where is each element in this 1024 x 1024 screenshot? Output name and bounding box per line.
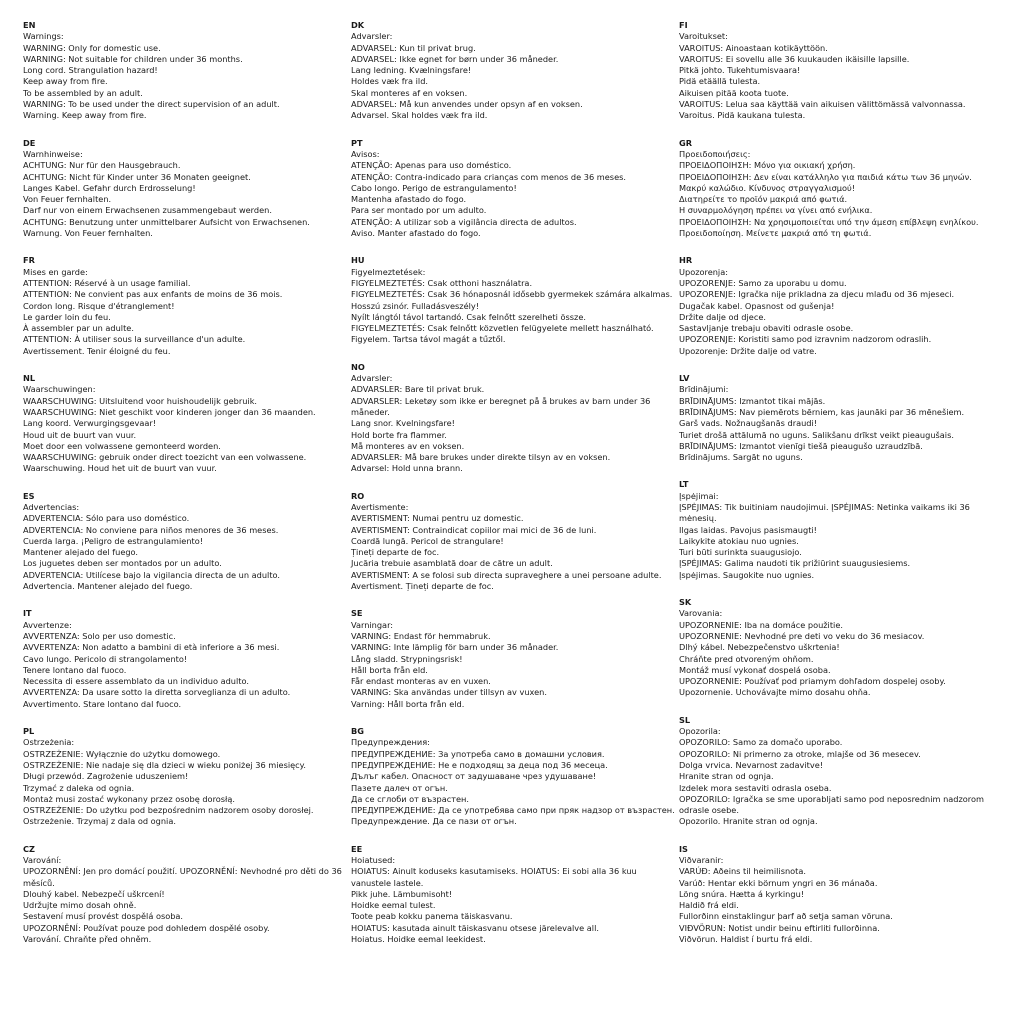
- warning-line: UPOZORENJE: Samo za uporabu u domu.: [679, 277, 847, 288]
- warning-line: OSTRZEŻENIE: Wyłącznie do użytku domowego.: [23, 748, 221, 759]
- warning-line: Avertisment. Țineți departe de foc.: [351, 581, 494, 592]
- warning-line: Pikk juhe. Lämbumisoht!: [351, 888, 453, 899]
- section-heading: Brīdinājumi:: [679, 384, 729, 395]
- warning-line: AVVERTENZA: Solo per uso domestic.: [23, 630, 176, 641]
- language-section: [351, 362, 679, 475]
- warning-line: Avertissement. Tenir éloigné du feu.: [23, 345, 171, 356]
- column-2: [351, 20, 679, 1024]
- warning-line: ADVARSEL: Kun til privat brug.: [351, 42, 476, 53]
- section-heading: Varningar:: [351, 619, 394, 630]
- section-heading: Warnhinweise:: [23, 148, 83, 159]
- warning-line: Cuerda larga. ¡Peligro de estrangulamiento!: [23, 535, 204, 546]
- warning-line: VAROITUS: Ei sovellu alle 36 kuukauden ikäisille lapsille.: [679, 53, 910, 64]
- warning-line: ATTENTION: Ne convient pas aux enfants de moins de 36 mois.: [23, 289, 283, 300]
- warning-line: Le garder loin du feu.: [23, 311, 111, 322]
- warning-line: UPOZORNĚNÍ: Používat pouze pod dohledem dospělé osoby.: [23, 922, 270, 933]
- warning-line: Para ser montado por um adulto.: [351, 205, 487, 216]
- warning-line: Lang snor. Kvelningsfare!: [351, 418, 455, 429]
- warning-line: Necessita di essere assemblato da un individuo adulto.: [23, 676, 249, 687]
- warning-line: Lang ledning. Kvælningsfare!: [351, 65, 472, 76]
- warning-line: Προειδοποίηση. Μείνετε μακριά από τη φωτιά.: [679, 228, 872, 239]
- warning-line: UPOZORNENIE: Používať pod priamym dohľadom dospelej osoby.: [679, 676, 946, 687]
- language-section: [23, 491, 351, 593]
- language-code: SE: [351, 608, 363, 619]
- language-code: IT: [23, 608, 32, 619]
- warning-line: Turi būti surinkta suaugusiojo.: [679, 547, 802, 558]
- warning-line: OSTRZEŻENIE: Do użytku pod bezpośrednim nadzorem osoby dorosłej.: [23, 805, 314, 816]
- warning-line: WARNING: Not suitable for children under 36 months.: [23, 53, 243, 64]
- warning-line: WAARSCHUWING: gebruik onder direct toezicht van een volwassene.: [23, 452, 307, 463]
- warning-line: ПРЕДУПРЕЖДЕНИЕ: Не е подходящ за деца под 36 месеца.: [351, 759, 608, 770]
- warning-line: Hoiatus. Hoidke eemal leekidest.: [351, 934, 486, 945]
- warning-line: VARÚÐ: Aðeins til heimilisnota.: [679, 866, 807, 877]
- warning-line: ΠΡΟΕΙΔΟΠΟΙΗΣΗ: Να χρησιμοποιείται υπό την άμεση επίβλεψη ενηλίκου.: [679, 216, 979, 227]
- section-heading: Avertismente:: [351, 501, 409, 512]
- warning-line: ПРЕДУПРЕЖДЕНИЕ: Да се употребява само при пряк надзор от възрастен.: [351, 805, 675, 816]
- warning-line: Hold borte fra flammer.: [351, 429, 447, 440]
- section-heading: Avisos:: [351, 148, 380, 159]
- warning-line: Får endast monteras av en vuxen.: [351, 676, 491, 687]
- warning-line: Izdelek mora sestaviti odrasla oseba.: [679, 782, 832, 793]
- warning-line: OPOZORILO: Ni primerno za otroke, mlajše od 36 mesecev.: [679, 748, 921, 759]
- warning-line: Hoidke eemal tulest.: [351, 900, 436, 911]
- language-section: [23, 20, 351, 122]
- warning-line: HOIATUS: kasutada ainult täiskasvanu otsese järelevalve all.: [351, 922, 599, 933]
- warning-line: Cabo longo. Perigo de estrangulamento!: [351, 182, 517, 193]
- language-code: CZ: [23, 843, 35, 854]
- language-code: SK: [679, 597, 692, 608]
- section-heading: Opozorila:: [679, 726, 721, 737]
- warning-line: AVERTISMENT: Numai pentru uz domestic.: [351, 513, 524, 524]
- warning-line: Keep away from fire.: [23, 76, 108, 87]
- warning-line: ΠΡΟΕΙΔΟΠΟΙΗΣΗ: Δεν είναι κατάλληλο για παιδιά κάτω των 36 μηνών.: [679, 171, 972, 182]
- warning-line: ADVARSLER: Leketøy som ikke er beregnet på å brukes av barn under 36 måneder.: [351, 395, 651, 417]
- warning-line: UPOZORENJE: Koristiti samo pod izravnim nadzorom odraslih.: [679, 334, 932, 345]
- warning-line: Holdes væk fra ild.: [351, 76, 428, 87]
- warning-line: FIGYELMEZTETÉS: Csak otthoni használatra.: [351, 277, 533, 288]
- warning-line: Los juguetes deben ser montados por un adulto.: [23, 558, 222, 569]
- column-3: [679, 20, 1007, 1024]
- warning-line: Dolga vrvica. Nevarnost zadavitve!: [679, 759, 824, 770]
- warning-line: Darf nur von einem Erwachsenen zusammengebaut werden.: [23, 205, 272, 216]
- section-heading: Advertencias:: [23, 501, 80, 512]
- warning-line: FIGYELMEZTETÉS: Csak felnőtt közvetlen felügyelete mellett használható.: [351, 323, 654, 334]
- section-heading: Advarsler:: [351, 31, 393, 42]
- warning-line: Dlouhý kabel. Nebezpečí uškrcení!: [23, 888, 165, 899]
- warning-line: Varoitus. Pidä kaukana tulesta.: [679, 110, 806, 121]
- warning-line: Trzymać z daleka od ognia.: [23, 782, 135, 793]
- warning-line: Long cord. Strangulation hazard!: [23, 65, 158, 76]
- warning-line: Haldið frá eldi.: [679, 900, 739, 911]
- warning-line: ACHTUNG: Nicht für Kinder unter 36 Monaten geeignet.: [23, 171, 251, 182]
- warning-line: Varování. Chraňte před ohněm.: [23, 934, 152, 945]
- warning-line: AVERTISMENT: Contraindicat copiilor mai mici de 36 de luni.: [351, 524, 597, 535]
- warning-line: ACHTUNG: Nur für den Hausgebrauch.: [23, 160, 181, 171]
- warning-line: Von Feuer fernhalten.: [23, 194, 112, 205]
- language-code: FI: [679, 20, 688, 30]
- language-code: HU: [351, 255, 365, 266]
- section-heading: Mises en garde:: [23, 266, 88, 277]
- warning-line: VARNING: Ska användas under tillsyn av vuxen.: [351, 687, 547, 698]
- warning-line: Waarschuwing. Houd het uit de buurt van vuur.: [23, 463, 217, 474]
- section-heading: Предупреждения:: [351, 737, 430, 748]
- warning-line: Dlhý kábel. Nebezpečenstvo uškrtenia!: [679, 642, 840, 653]
- language-section: [679, 597, 1007, 699]
- column-1: [23, 20, 351, 1024]
- language-section: [23, 138, 351, 240]
- warning-line: VARNING: Inte lämplig för barn under 36 månader.: [351, 642, 559, 653]
- language-code: ES: [23, 490, 35, 501]
- warning-line: Coardă lungă. Pericol de strangulare!: [351, 535, 504, 546]
- language-code: GR: [679, 137, 693, 148]
- warning-line: Advarsel. Skal holdes væk fra ild.: [351, 110, 488, 121]
- language-code: FR: [23, 255, 35, 266]
- warning-line: ATENÇÃO: A utilizar sob a vigilância directa de adultos.: [351, 216, 577, 227]
- warning-line: Viðvörun. Haldist í burtu frá eldi.: [679, 934, 813, 945]
- warning-line: Sestavení musí provést dospělá osoba.: [23, 911, 184, 922]
- warning-line: OPOZORILO: Samo za domačo uporabo.: [679, 737, 843, 748]
- warning-line: UPOZORENJE: Igračka nije prikladna za djecu mlađu od 36 mjeseci.: [679, 289, 955, 300]
- warning-line: Įspėjimas. Saugokite nuo ugnies.: [679, 569, 815, 580]
- warning-line: WAARSCHUWING: Niet geschikt voor kinderen jonger dan 36 maanden.: [23, 406, 316, 417]
- language-section: [351, 20, 679, 122]
- warning-line: Laikykite atokiau nuo ugnies.: [679, 535, 799, 546]
- warning-line: Moet door een volwassene gemonteerd worden.: [23, 440, 221, 451]
- warning-line: Да се сглоби от възрастен.: [351, 793, 469, 804]
- warning-line: ATENÇÃO: Contra-indicado para crianças com menos de 36 meses.: [351, 171, 626, 182]
- section-heading: Viðvaranir:: [679, 855, 724, 865]
- warning-line: Löng snúra. Hætta á kyrkingu!: [679, 888, 805, 899]
- warning-line: Hosszú zsinór. Fulladásveszély!: [351, 300, 480, 311]
- warning-line: Montáž musí vykonať dospelá osoba.: [679, 664, 831, 675]
- section-heading: Varovania:: [679, 608, 723, 619]
- language-code: HR: [679, 255, 693, 266]
- warning-line: Advertencia. Mantener alejado del fuego.: [23, 581, 193, 592]
- warning-line: Aviso. Manter afastado do fogo.: [351, 228, 481, 239]
- warning-line: Garš vads. Nožnaugšanās draudi!: [679, 418, 818, 429]
- warning-line: Țineți departe de foc.: [351, 547, 440, 558]
- language-code: SL: [679, 714, 691, 725]
- warning-line: Pitkä johto. Tukehtumisvaara!: [679, 65, 801, 76]
- warning-line: VIÐVÖRUN: Notist undir beinu eftirliti fullorðinna.: [679, 922, 880, 933]
- warning-line: Avvertimento. Stare lontano dal fuoco.: [23, 698, 182, 709]
- warning-line: OPOZORILO: Igračka se sme uporabljati samo pod neposrednim nadzorom odrasle osebe.: [679, 793, 984, 816]
- warning-line: Držite dalje od djece.: [679, 311, 766, 322]
- warning-line: Pidä etäällä tulesta.: [679, 76, 761, 87]
- warning-line: À assembler par un adulte.: [23, 323, 134, 334]
- warning-line: ADVARSLER: Bare til privat bruk.: [351, 384, 485, 395]
- warning-line: VARNING: Endast för hemmabruk.: [351, 630, 491, 641]
- warning-line: Cavo lungo. Pericolo di strangolamento!: [23, 653, 188, 664]
- section-heading: Warnings:: [23, 31, 64, 42]
- language-code: EN: [23, 20, 36, 30]
- warning-line: Toote peab kokku panema täiskasvanu.: [351, 911, 513, 922]
- section-heading: Avvertenze:: [23, 619, 72, 630]
- warning-line: Дълъг кабел. Опасност от задушаване чрез удушаване!: [351, 771, 597, 782]
- warning-line: Nyílt lángtól távol tartandó. Csak felnőtt szerelheti össze.: [351, 311, 586, 322]
- warning-line: Dugačak kabel. Opasnost od gušenja!: [679, 300, 835, 311]
- language-section: [23, 844, 351, 946]
- language-code: PT: [351, 137, 363, 148]
- warning-line: ADVARSLER: Må bare brukes under direkte tilsyn av en voksen.: [351, 452, 611, 463]
- language-code: EE: [351, 843, 363, 854]
- warning-line: Chráňte pred otvoreným ohňom.: [679, 653, 814, 664]
- warning-line: Warnung. Von Feuer fernhalten.: [23, 228, 153, 239]
- warning-line: Lång sladd. Strypningsrisk!: [351, 653, 463, 664]
- language-code: BG: [351, 726, 364, 737]
- warning-line: ADVERTENCIA: Utilícese bajo la vigilancia directa de un adulto.: [23, 569, 281, 580]
- section-heading: Varoitukset:: [679, 31, 728, 42]
- warning-line: WARNING: Only for domestic use.: [23, 42, 161, 53]
- warning-line: BRĪDINĀJUMS: Izmantot vienīgi tiešā pieaugušo uzraudzībā.: [679, 440, 923, 451]
- warning-line: Sastavljanje trebaju obaviti odrasle osobe.: [679, 323, 854, 334]
- warning-line: Пазете далеч от огън.: [351, 782, 448, 793]
- language-code: IS: [679, 843, 688, 854]
- language-section: [679, 138, 1007, 240]
- warning-line: Upozornenie. Uchovávajte mimo dosahu ohňa.: [679, 687, 871, 698]
- warning-line: Turiet drošā attālumā no uguns. Salikšanu drīkst veikt pieaugušais.: [679, 429, 954, 440]
- section-heading: Upozorenja:: [679, 266, 728, 277]
- warning-line: Mantener alejado del fuego.: [23, 547, 139, 558]
- language-code: PL: [23, 726, 35, 737]
- warning-line: Må monteres av en voksen.: [351, 440, 465, 451]
- warning-line: WAARSCHUWING: Uitsluitend voor huishoudelijk gebruik.: [23, 395, 258, 406]
- warning-line: Upozorenje: Držite dalje od vatre.: [679, 345, 817, 356]
- warning-line: ΠΡΟΕΙΔΟΠΟΙΗΣΗ: Μόνο για οικιακή χρήση.: [679, 160, 856, 171]
- section-heading: Advarsler:: [351, 373, 393, 384]
- warning-line: Langes Kabel. Gefahr durch Erdrosselung!: [23, 182, 196, 193]
- warning-line: ATTENTION: À utiliser sous la surveillance d'un adulte.: [23, 334, 246, 345]
- warning-line: Skal monteres af en voksen.: [351, 87, 468, 98]
- warning-line: VAROITUS: Ainoastaan kotikäyttöön.: [679, 42, 828, 53]
- language-section: [351, 255, 679, 345]
- language-code: NO: [351, 361, 365, 372]
- language-section: [351, 491, 679, 593]
- warning-line: Fullorðinn einstaklingur þarf að setja saman vöruna.: [679, 911, 893, 922]
- warning-line: ADVARSEL: Må kun anvendes under opsyn af en voksen.: [351, 99, 583, 110]
- warning-line: UPOZORNĚNÍ: Jen pro domácí použití. UPOZORNĚNÍ: Nevhodné pro děti do 36 měsíců.: [23, 866, 342, 888]
- language-section: [351, 726, 679, 828]
- warning-line: ĮSPĖJIMAS: Tik buitiniam naudojimui. ĮSPĖJIMAS: Netinka vaikams iki 36 mėnesių.: [679, 501, 970, 524]
- warning-line: Cordon long. Risque d'étranglement!: [23, 300, 175, 311]
- language-section: [679, 20, 1007, 122]
- warning-line: Tenere lontano dal fuoco.: [23, 664, 127, 675]
- warning-line: BRĪDINĀJUMS: Izmantot tikai mājās.: [679, 395, 826, 406]
- warning-line: Figyelem. Tartsa távol magát a tűztől.: [351, 334, 506, 345]
- warning-line: Ilgas laidas. Pavojus pasismaugti!: [679, 524, 817, 535]
- section-heading: Waarschuwingen:: [23, 384, 96, 395]
- warning-line: Предупреждение. Да се пази от огън.: [351, 816, 517, 827]
- language-section: [23, 373, 351, 475]
- section-heading: Varování:: [23, 855, 62, 865]
- warning-line: Opozorilo. Hranite stran od ognja.: [679, 816, 818, 827]
- warning-line: Jucăria trebuie asamblată doar de către un adult.: [351, 558, 553, 569]
- warning-line: UPOZORNENIE: Nevhodné pre deti vo veku do 36 mesiacov.: [679, 630, 925, 641]
- warning-line: Håll borta från eld.: [351, 664, 428, 675]
- warning-line: To be assembled by an adult.: [23, 87, 143, 98]
- language-code: DK: [351, 20, 365, 30]
- warning-line: Brīdinājums. Sargāt no uguns.: [679, 452, 803, 463]
- warning-line: AVVERTENZA: Non adatto a bambini di età inferiore a 36 mesi.: [23, 642, 280, 653]
- section-heading: Įspėjimai:: [679, 490, 719, 501]
- language-code: LV: [679, 373, 690, 384]
- language-section: [23, 726, 351, 828]
- warning-line: ATTENTION: Réservé à un usage familial.: [23, 277, 191, 288]
- language-section: [351, 844, 679, 946]
- warning-line: ĮSPĖJIMAS: Galima naudoti tik prižiūrint suaugusiesiems.: [679, 558, 911, 569]
- language-section: [679, 255, 1007, 357]
- warning-line: Udržujte mimo dosah ohně.: [23, 900, 137, 911]
- warning-line: ACHTUNG: Benutzung unter unmittelbarer Aufsicht von Erwachsenen.: [23, 216, 310, 227]
- language-section: [351, 608, 679, 710]
- language-code: LT: [679, 479, 689, 490]
- warning-line: Μακρύ καλώδιο. Κίνδυνος στραγγαλισμού!: [679, 182, 856, 193]
- warning-line: BRĪDINĀJUMS: Nav piemērots bērniem, kas jaunāki par 36 mēnešiem.: [679, 406, 965, 417]
- warning-line: Ostrzeżenie. Trzymaj z dala od ognia.: [23, 816, 176, 827]
- warning-line: Hranite stran od ognja.: [679, 771, 774, 782]
- warning-line: Διατηρείτε το προϊόν μακριά από φωτιά.: [679, 194, 848, 205]
- warning-line: Varning: Håll borta från eld.: [351, 698, 465, 709]
- warning-line: UPOZORNENIE: Iba na domáce použitie.: [679, 619, 843, 630]
- language-section: [679, 479, 1007, 581]
- warning-line: Houd uit de buurt van vuur.: [23, 429, 137, 440]
- warning-line: ADVARSEL: Ikke egnet for børn under 36 måneder.: [351, 53, 559, 64]
- language-code: DE: [23, 137, 36, 148]
- section-heading: Ostrzeżenia:: [23, 737, 75, 748]
- warning-line: HOIATUS: Ainult koduseks kasutamiseks. HOIATUS: Ei sobi alla 36 kuu vanustele lastele.: [351, 866, 637, 888]
- warning-line: OSTRZEŻENIE: Nie nadaje się dla dzieci w wieku poniżej 36 miesięcy.: [23, 759, 306, 770]
- language-section: [23, 608, 351, 710]
- warning-line: Montaż musi zostać wykonany przez osobę dorosłą.: [23, 793, 235, 804]
- warning-line: ATENÇÃO: Apenas para uso doméstico.: [351, 160, 512, 171]
- warning-line: WARNING: To be used under the direct supervision of an adult.: [23, 99, 280, 110]
- warning-line: Varúð: Hentar ekki börnum yngri en 36 mánaða.: [679, 877, 878, 888]
- section-heading: Hoiatused:: [351, 855, 396, 865]
- warning-line: Aikuisen pitää koota tuote.: [679, 87, 789, 98]
- warning-line: Advarsel: Hold unna brann.: [351, 463, 463, 474]
- warning-line: Długi przewód. Zagrożenie uduszeniem!: [23, 771, 189, 782]
- warning-line: VAROITUS: Lelua saa käyttää vain aikuisen välittömässä valvonnassa.: [679, 99, 966, 110]
- warning-line: Warning. Keep away from fire.: [23, 110, 147, 121]
- language-section: [679, 715, 1007, 828]
- warning-line: AVVERTENZA: Da usare sotto la diretta sorveglianza di un adulto.: [23, 687, 291, 698]
- warning-line: Mantenha afastado do fogo.: [351, 194, 467, 205]
- language-code: NL: [23, 373, 36, 384]
- language-section: [679, 844, 1007, 946]
- language-section: [351, 138, 679, 240]
- language-section: [23, 255, 351, 357]
- warning-line: ПРЕДУПРЕЖДЕНИЕ: За употреба само в домашни условия.: [351, 748, 605, 759]
- warning-line: ADVERTENCIA: No conviene para niños menores de 36 meses.: [23, 524, 279, 535]
- warning-line: AVERTISMENT: A se folosi sub directa supraveghere a unei persoane adulte.: [351, 569, 662, 580]
- warning-line: Lang koord. Verwurgingsgevaar!: [23, 418, 157, 429]
- warning-line: Η συναρμολόγηση πρέπει να γίνει από ενήλικα.: [679, 205, 873, 216]
- warning-line: FIGYELMEZTETÉS: Csak 36 hónaposnál idősebb gyermekek számára alkalmas.: [351, 289, 673, 300]
- language-code: RO: [351, 490, 365, 501]
- section-heading: Figyelmeztetések:: [351, 266, 426, 277]
- warning-line: ADVERTENCIA: Sólo para uso doméstico.: [23, 513, 190, 524]
- language-section: [679, 373, 1007, 463]
- section-heading: Προειδοποιήσεις:: [679, 148, 751, 159]
